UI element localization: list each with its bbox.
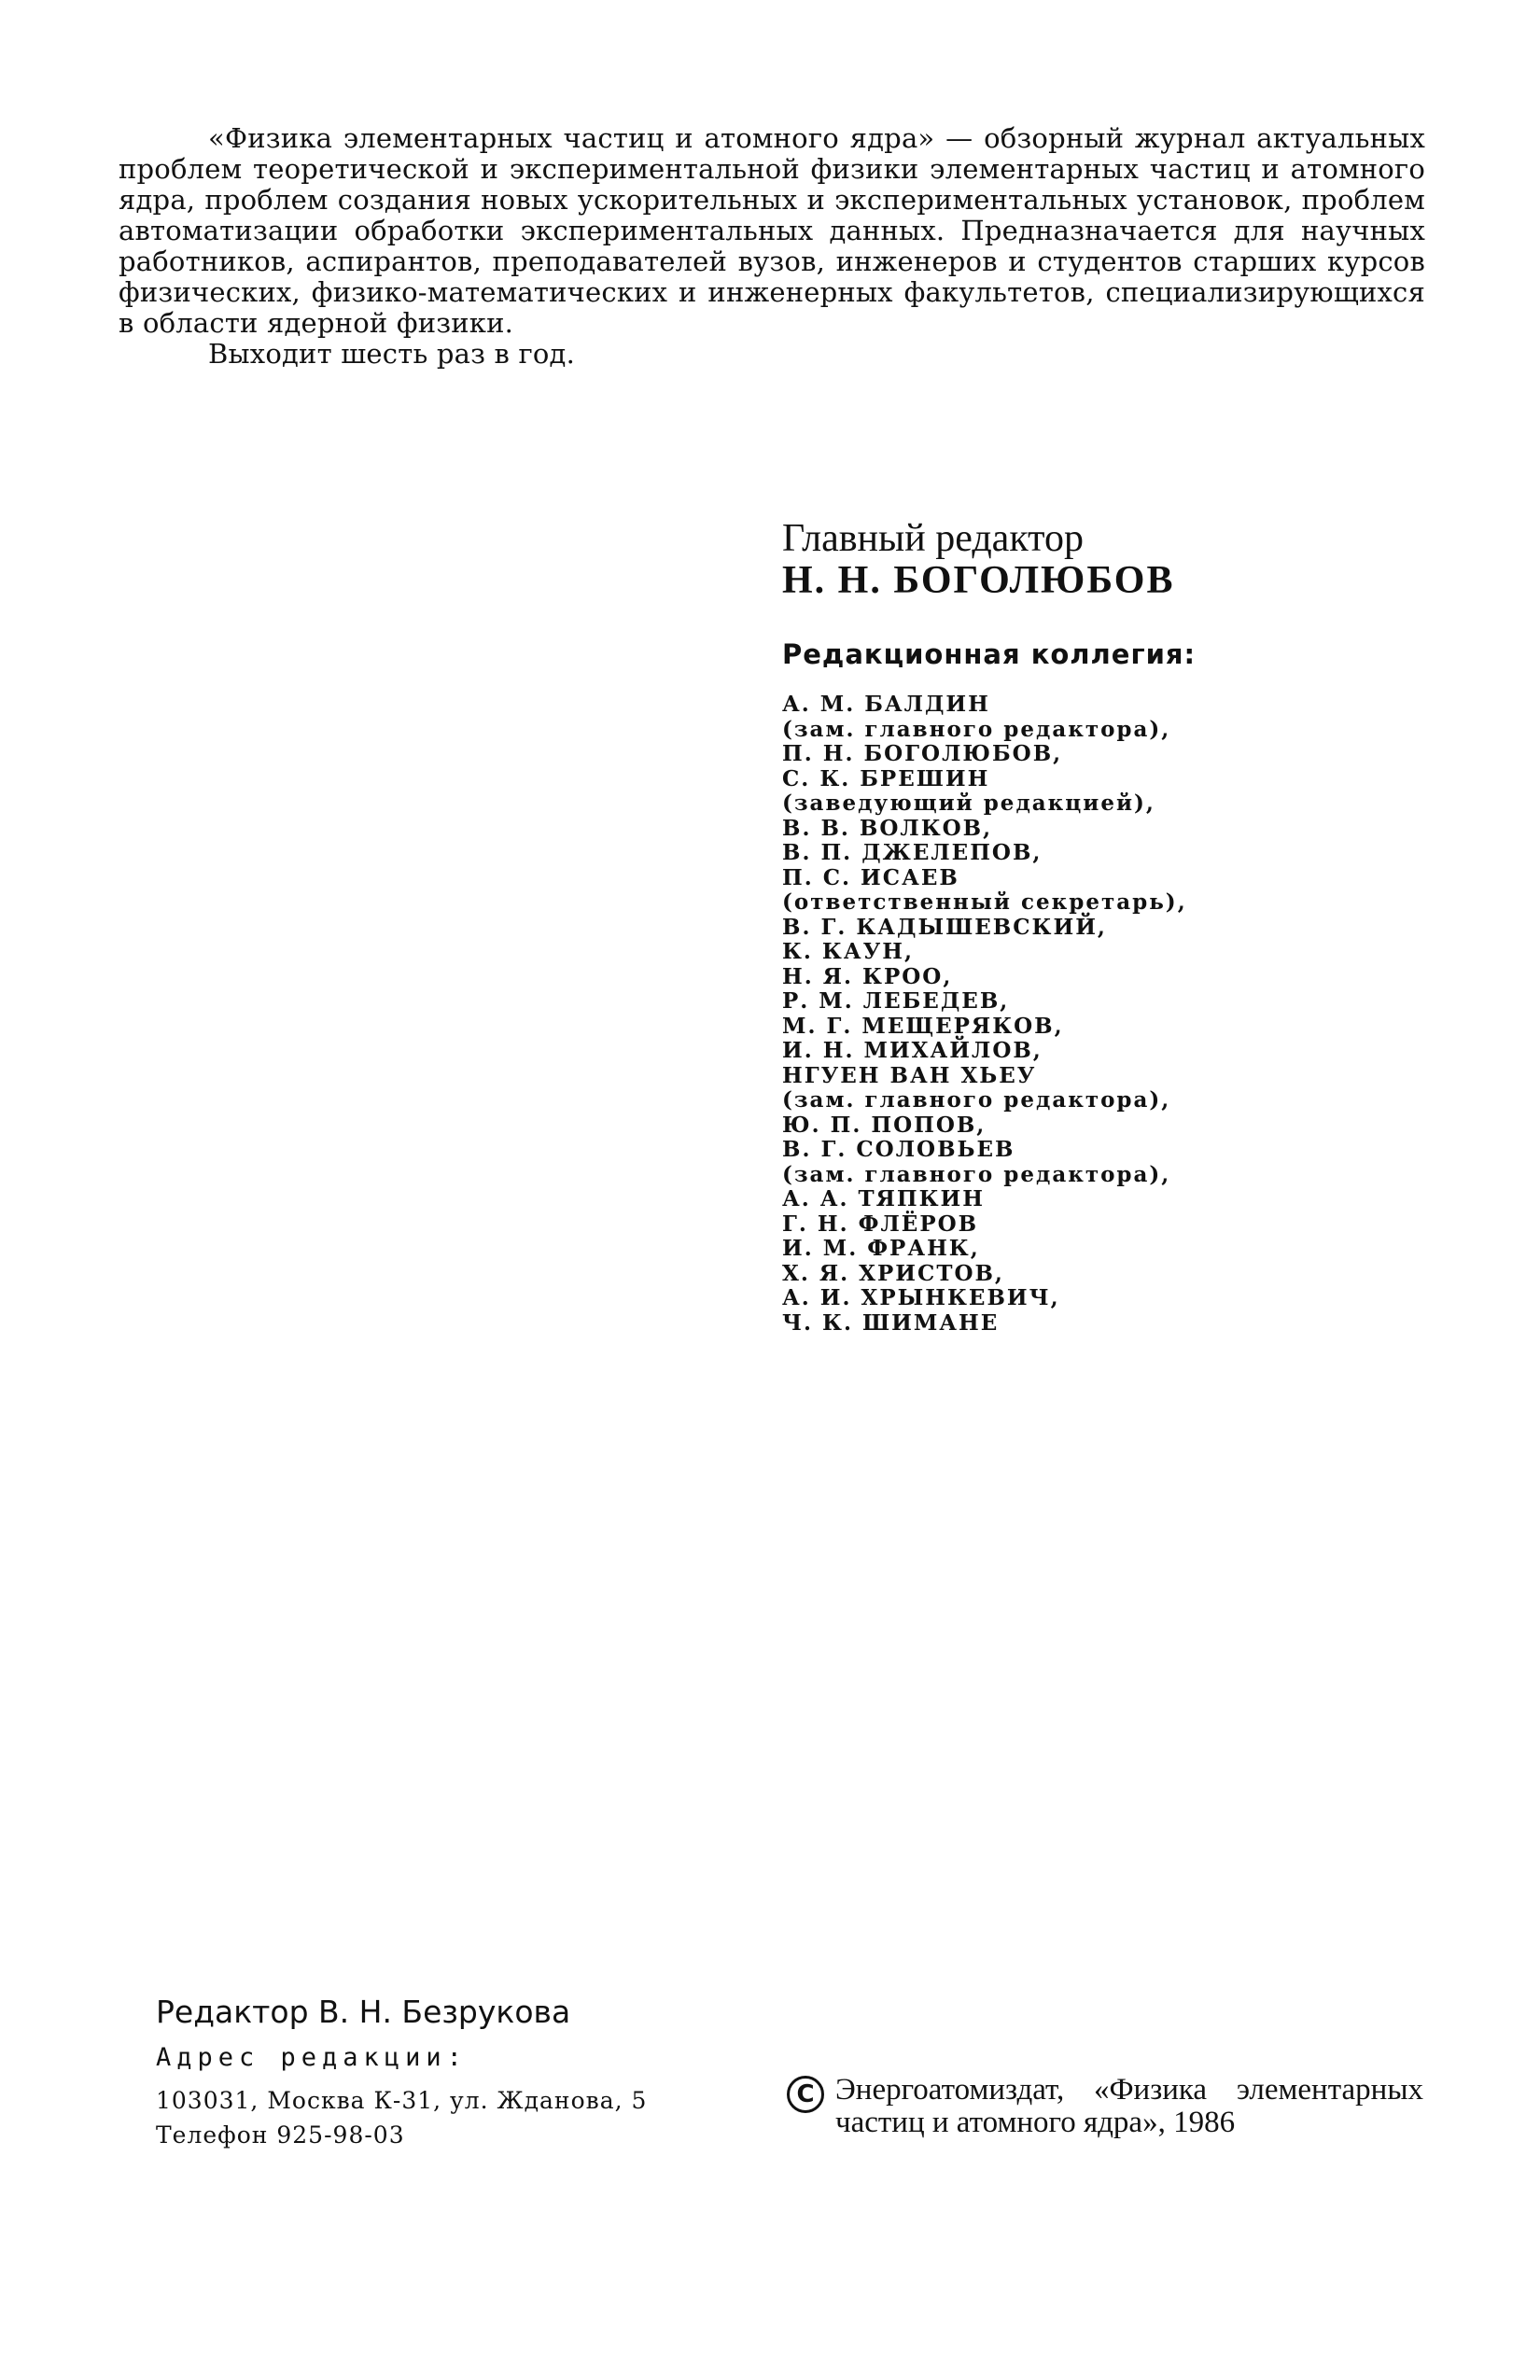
board-member-line: Ч. К. ШИМАНЕ (782, 1309, 1000, 1336)
board-member-line: С. К. БРЕШИН (782, 765, 990, 791)
journal-description (119, 123, 1425, 370)
board-member-line: (зам. главного редактора), (782, 716, 1171, 742)
copyright-notice (787, 2074, 1440, 2139)
publication-frequency: Выходит шесть раз в год. (208, 338, 576, 370)
copyright-icon: C (787, 2076, 824, 2113)
board-member-line: П. С. ИСАЕВ (782, 864, 959, 890)
chief-editor-role: Главный редактор (782, 517, 1084, 560)
board-member-line: (зам. главного редактора), (782, 1087, 1171, 1113)
board-member-line: Г. Н. ФЛЁРОВ (782, 1211, 979, 1237)
copyright-text: Энергоатомиздат, «Физика элементарных частиц и атомного ядра», 1986 (835, 2073, 1423, 2139)
board-member-line: В. Г. СОЛОВЬЕВ (782, 1137, 1015, 1162)
board-member-line: К. КАУН, (782, 939, 914, 964)
board-member-line: П. Н. БОГОЛЮБОВ, (782, 741, 1063, 766)
board-member-line: (заведующий редакцией), (782, 791, 1155, 816)
board-member-line: И. Н. МИХАЙЛОВ, (782, 1038, 1043, 1063)
board-member-line: М. Г. МЕЩЕРЯКОВ, (782, 1013, 1064, 1039)
editorial-board-list (782, 693, 1342, 1336)
board-member-line: В. П. ДЖЕЛЕПОВ, (782, 840, 1043, 865)
board-member-line: Х. Я. ХРИСТОВ, (782, 1260, 1004, 1286)
board-member-line: А. А. ТЯПКИН (782, 1186, 985, 1211)
board-member-line: А. И. ХРЫНКЕВИЧ, (782, 1285, 1060, 1310)
editorial-board-title: Редакционная коллегия: (782, 638, 1197, 670)
board-member-line: В. Г. КАДЫШЕВСКИЙ, (782, 914, 1107, 940)
board-member-line: Р. М. ЛЕБЕДЕВ, (782, 988, 1010, 1014)
address-label: Адрес редакции: (156, 2043, 468, 2072)
board-member-line: (ответственный секретарь), (782, 889, 1187, 915)
board-member-line: А. М. БАЛДИН (782, 692, 990, 717)
editor-credit: Редактор В. Н. Безрукова (156, 1994, 571, 2030)
board-member-line: (зам. главного редактора), (782, 1161, 1171, 1187)
board-member-line: Ю. П. ПОПОВ, (782, 1112, 987, 1138)
chief-editor-name: Н. Н. БОГОЛЮБОВ (782, 559, 1175, 602)
phone-line: Телефон 925-98-03 (156, 2121, 405, 2149)
chief-editor-block (782, 518, 1435, 602)
board-member-line: Н. Я. КРОО, (782, 963, 953, 989)
board-member-line: В. В. ВОЛКОВ, (782, 815, 993, 841)
address-line: 103031, Москва К-31, ул. Жданова, 5 (156, 2087, 648, 2114)
board-member-line: НГУЕН ВАН ХЬЕУ (782, 1062, 1037, 1088)
board-member-line: И. М. ФРАНК, (782, 1236, 980, 1261)
description-paragraph: «Физика элементарных частиц и атомного ядра» — обзорный журнал актуальных проблем теоретической и экспериментальной физики элементарных частиц и атомного ядра, проблем создания новых ускорительных и экспериментальных установок, проблем автоматизации обработки экспериментальных данных. Предназначается для научных работников, аспирантов, преподавателей вузов, инженеров и студентов старших курсов физических, физико-математических и инженерных факультетов, специализирующихся в области ядерной физики. (119, 122, 1425, 339)
